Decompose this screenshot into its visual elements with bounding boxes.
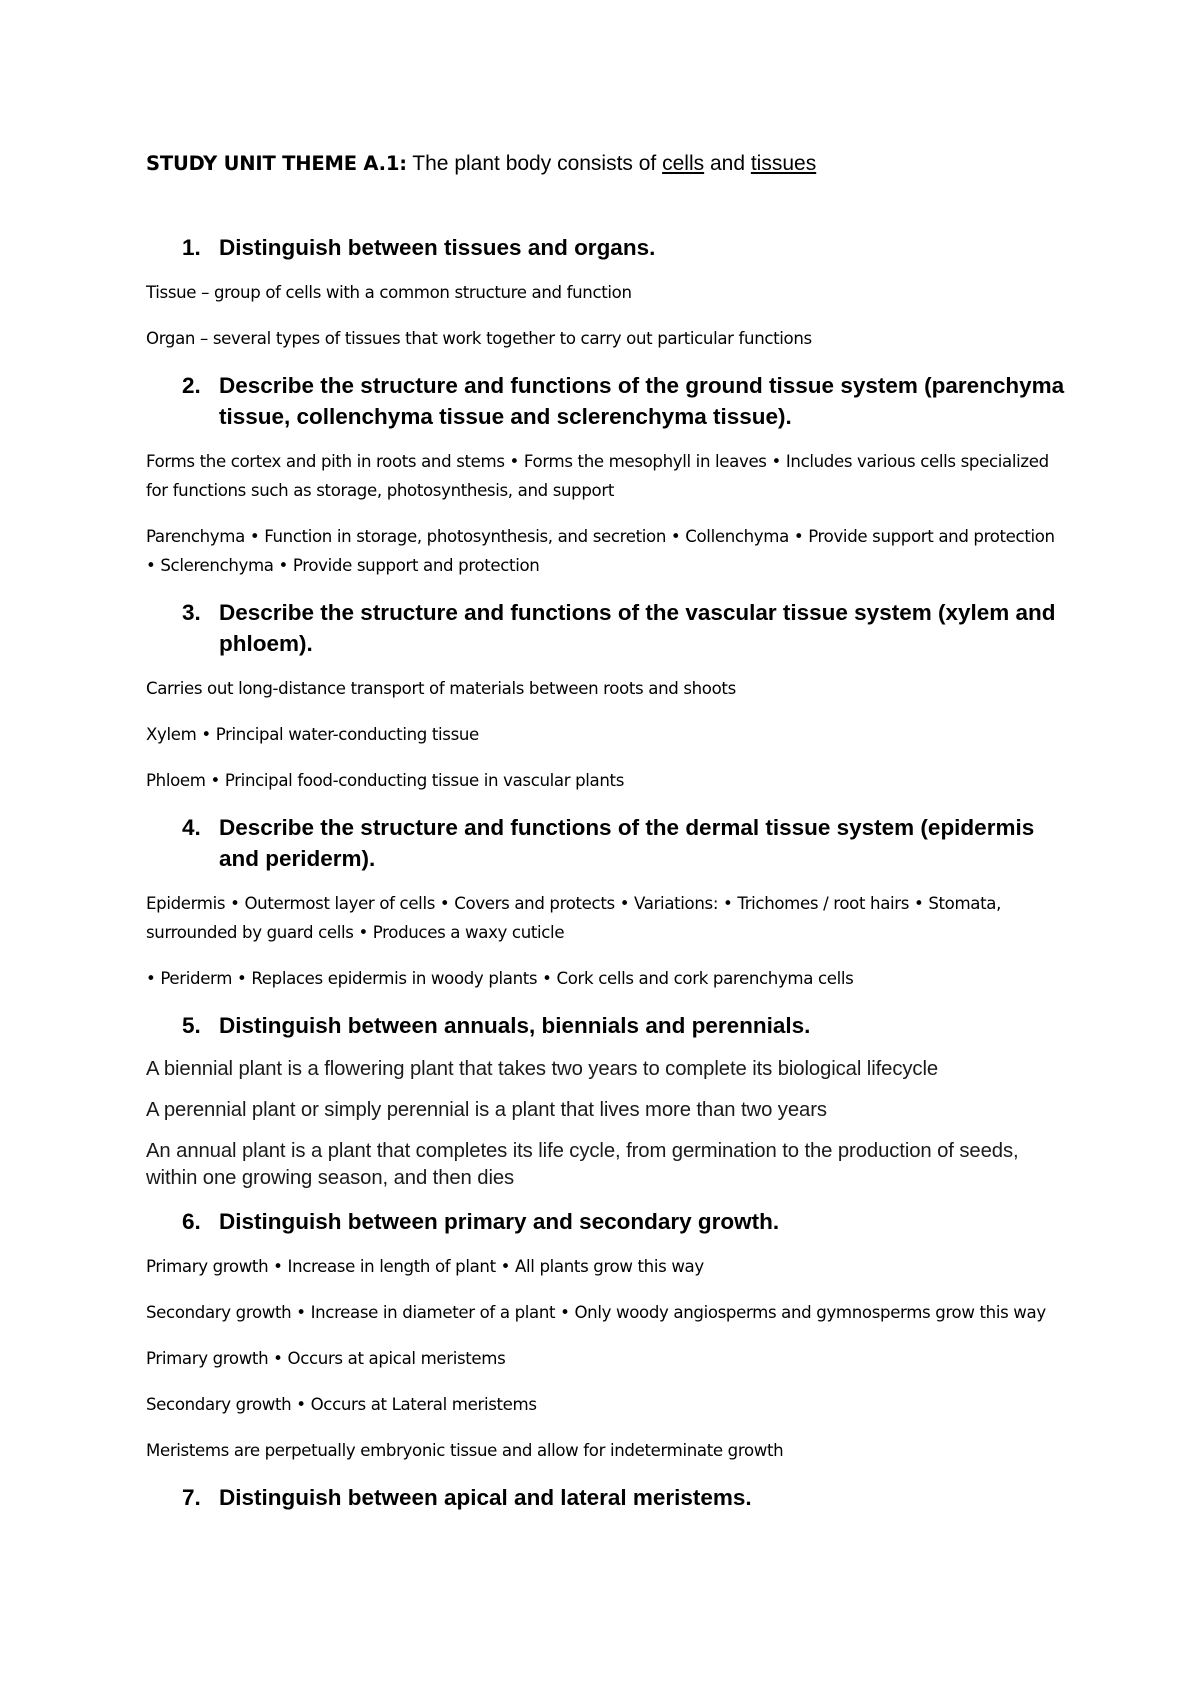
question-heading-4 [146,812,1066,874]
question-heading-3 [146,597,1066,659]
paragraph: Organ – several types of tissues that work together to carry out particular functions [146,329,812,348]
question-heading-7 [146,1482,1066,1513]
question-heading-6 [146,1206,1066,1237]
paragraph: Phloem • Principal food-conducting tissue in vascular plants [146,771,624,790]
question-number: 3. [182,600,201,625]
question-text: Distinguish between primary and secondary growth. [219,1209,780,1234]
title-underlined-cells: cells [662,152,705,175]
paragraph: Parenchyma • Function in storage, photosynthesis, and secretion • Collenchyma • Provide support and protection • Sclerenchyma • Provide support and protection [146,527,1055,575]
paragraph: An annual plant is a plant that completes its life cycle, from germination to the production of seeds, within one growing season, and then dies [146,1140,1019,1189]
question-number: 7. [182,1485,201,1510]
paragraph: A biennial plant is a flowering plant that takes two years to complete its biological lifecycle [146,1058,939,1080]
title-text: The plant body consists of [406,152,663,175]
page-title [146,150,1066,178]
title-underlined-tissues: tissues [750,152,817,175]
question-heading-2 [146,370,1066,432]
paragraph: Xylem • Principal water-conducting tissue [146,725,479,744]
paragraph: Primary growth • Occurs at apical meristems [146,1349,506,1368]
paragraph: Primary growth • Increase in length of plant • All plants grow this way [146,1257,704,1276]
question-text: Distinguish between apical and lateral meristems. [219,1485,752,1510]
question-heading-5 [146,1010,1066,1041]
paragraph: Meristems are perpetually embryonic tissue and allow for indeterminate growth [146,1441,784,1460]
question-text: Distinguish between tissues and organs. [219,235,656,260]
question-number: 6. [182,1209,201,1234]
paragraph: Tissue – group of cells with a common structure and function [146,283,632,302]
question-text: Describe the structure and functions of the vascular tissue system (xylem and phloem). [219,600,1056,656]
question-number: 4. [182,815,201,840]
question-number: 5. [182,1013,201,1038]
paragraph: • Periderm • Replaces epidermis in woody plants • Cork cells and cork parenchyma cells [146,969,854,988]
question-heading-1 [146,232,1066,263]
paragraph: A perennial plant or simply perennial is a plant that lives more than two years [146,1099,827,1121]
paragraph: Secondary growth • Increase in diameter of a plant • Only woody angiosperms and gymnosperms grow this way [146,1303,1046,1322]
question-number: 1. [182,235,201,260]
title-lead: STUDY UNIT THEME A.1: [146,152,407,175]
question-text: Describe the structure and functions of the dermal tissue system (epidermis and periderm). [219,815,1035,871]
title-text-and: and [704,152,751,175]
question-number: 2. [182,373,201,398]
paragraph: Epidermis • Outermost layer of cells • Covers and protects • Variations: • Trichomes / root hairs • Stomata, surrounded by guard cells • Produces a waxy cuticle [146,894,1001,942]
question-text: Describe the structure and functions of the ground tissue system (parenchyma tissue, collenchyma tissue and sclerenchyma tissue). [219,373,1065,429]
paragraph: Secondary growth • Occurs at Lateral meristems [146,1395,537,1414]
paragraph: Carries out long-distance transport of materials between roots and shoots [146,679,736,698]
document-body [146,150,1066,1528]
question-text: Distinguish between annuals, biennials and perennials. [219,1013,811,1038]
paragraph: Forms the cortex and pith in roots and stems • Forms the mesophyll in leaves • Includes various cells specialized for functions such as storage, photosynthesis, and support [146,452,1049,500]
